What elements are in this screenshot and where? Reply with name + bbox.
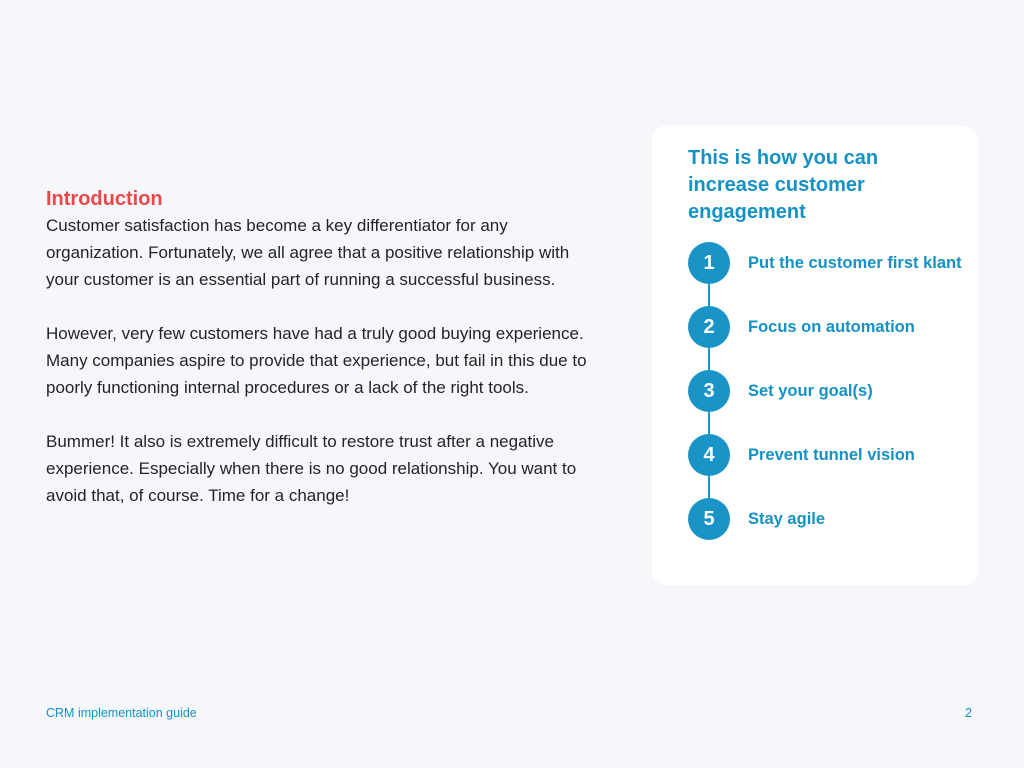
step-label: Prevent tunnel vision <box>748 445 915 464</box>
step-item <box>688 370 873 412</box>
step-item <box>688 306 915 348</box>
step-item <box>688 498 825 540</box>
engagement-steps-card <box>652 126 978 585</box>
card-title: This is how you can increase customer engagement <box>688 147 879 223</box>
intro-paragraph-2: However, very few customers have had a truly good buying experience. Many companies aspire to provide that experience, but fail in this due to poorly functioning internal procedures or a lack of the right tools. <box>46 324 587 397</box>
step-number-badge: 5 <box>688 498 730 540</box>
introduction-section <box>46 186 602 536</box>
step-label: Focus on automation <box>748 317 915 336</box>
intro-paragraph-3: Bummer! It also is extremely difficult to restore trust after a negative experience. Especially when there is no good relationship. You want to avoid that, of course. Time for a change! <box>46 432 577 505</box>
step-number-badge: 4 <box>688 434 730 476</box>
step-label: Set your goal(s) <box>748 381 873 400</box>
step-label: Stay agile <box>748 509 826 528</box>
step-item <box>688 242 962 284</box>
intro-paragraph-1: Customer satisfaction has become a key differentiator for any organization. Fortunately, we all agree that a positive relationship with your customer is an essential part of running a successful business. <box>46 216 570 289</box>
step-item <box>688 434 915 476</box>
introduction-heading: Introduction <box>46 188 163 210</box>
footer-page-number: 2 <box>965 706 972 720</box>
step-number-badge: 2 <box>688 306 730 348</box>
step-label: Put the customer first klant <box>748 253 962 272</box>
step-number-badge: 1 <box>688 242 730 284</box>
footer-document-title: CRM implementation guide <box>46 706 197 720</box>
step-number-badge: 3 <box>688 370 730 412</box>
